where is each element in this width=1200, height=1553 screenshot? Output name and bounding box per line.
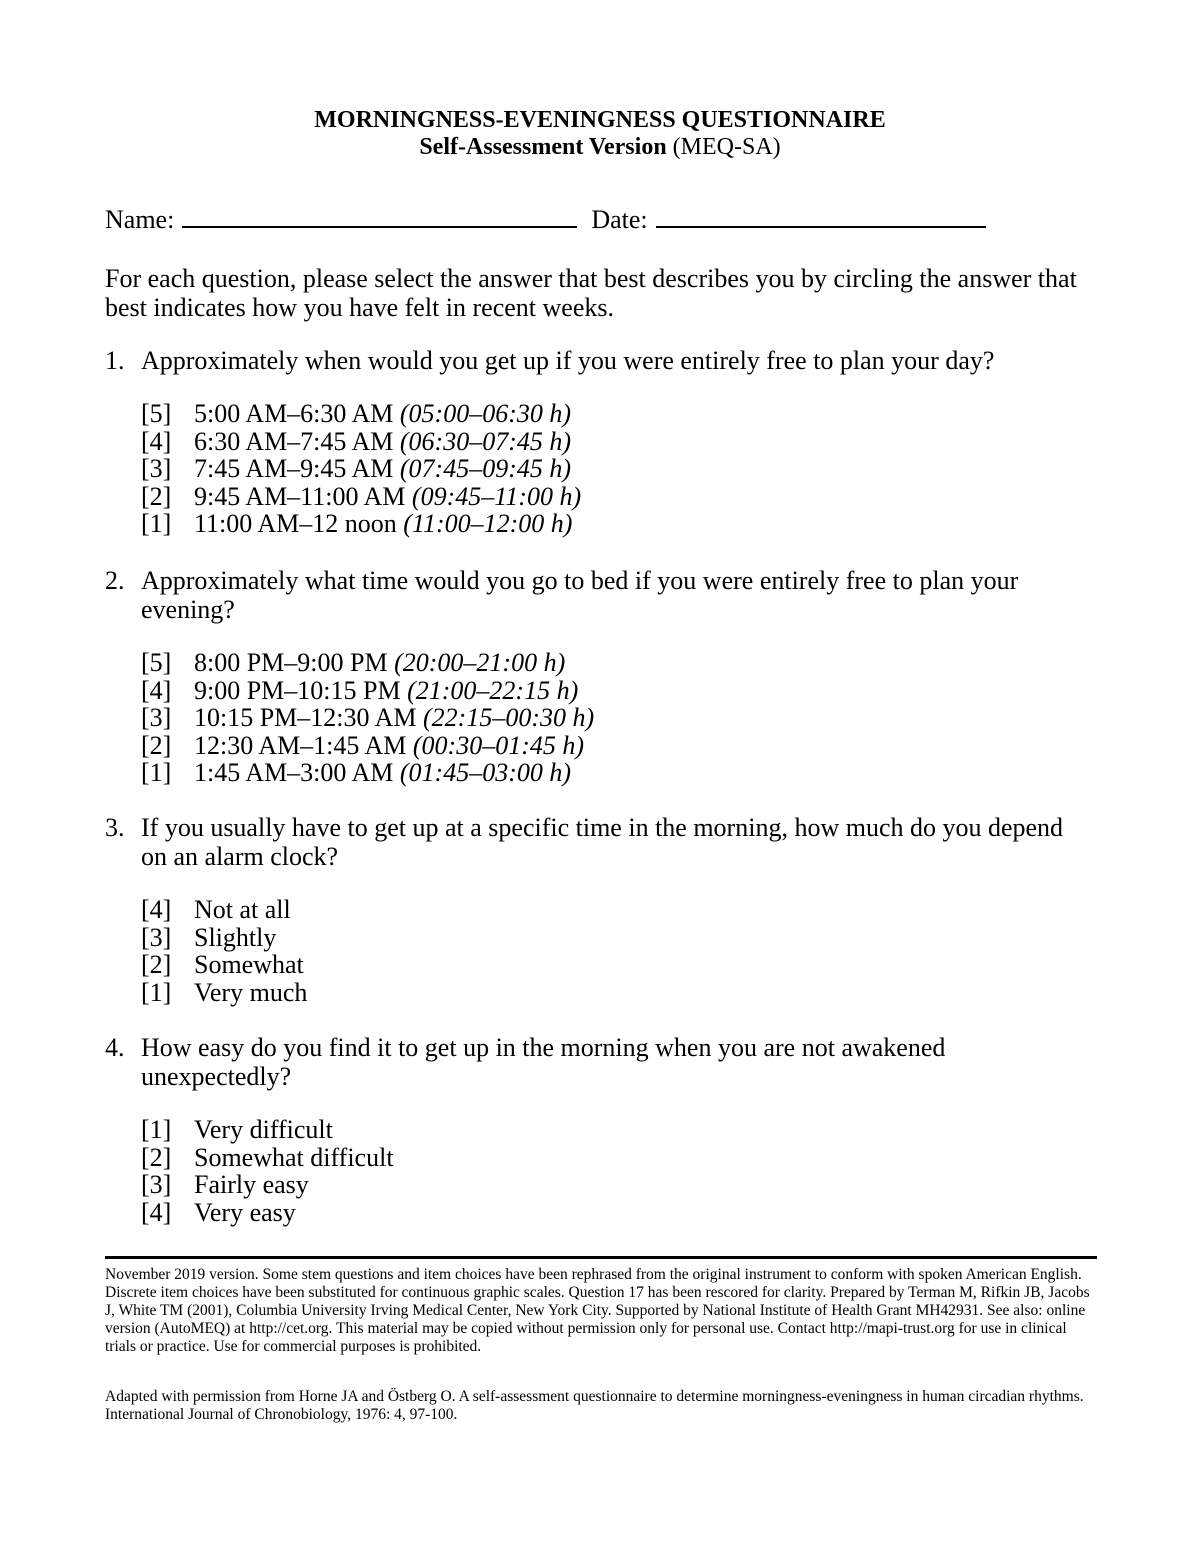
option-score: [4] [141,895,172,924]
instructions: For each question, please select the answer that best describes you by circling the answer that best indicates how you have felt in recent weeks. [105,264,1077,322]
option-label: Not at all [194,895,291,924]
option-24h-note: (21:00–22:15 h) [407,675,579,705]
option-label: 5:00 AM–6:30 AM [194,399,400,428]
question-1 [105,346,1095,538]
option-label: 6:30 AM–7:45 AM [194,426,400,456]
option-24h-note: (07:45–09:45 h) [399,454,572,483]
option-score: [5] [141,648,172,677]
answer-option[interactable] [141,455,1095,483]
option-label: Slightly [194,922,277,952]
answer-option[interactable] [141,979,1095,1007]
option-label: 10:15 PM–12:30 AM [194,703,423,732]
option-label: Somewhat [194,950,304,979]
question-3 [105,813,1095,1006]
option-label: Somewhat difficult [194,1142,394,1172]
question-text: If you usually have to get up at a specific time in the morning, how much do you depend on an alarm clock? [141,813,1064,871]
answer-option[interactable] [141,1199,1095,1227]
footer-divider [105,1256,1097,1259]
option-24h-note: (22:15–00:30 h) [423,703,595,732]
answer-option[interactable] [141,951,1095,979]
option-24h-note: (20:00–21:00 h) [394,648,566,677]
option-label: 12:30 AM–1:45 AM [194,730,413,760]
question-text: Approximately what time would you go to bed if you were entirely free to plan your evening? [141,566,1019,624]
option-score: [3] [141,922,172,952]
option-label: Very much [194,977,308,1007]
option-score: [1] [141,977,172,1007]
answer-option[interactable] [141,1116,1095,1144]
answer-option[interactable] [141,1171,1095,1199]
answer-option[interactable] [141,896,1095,924]
option-score: [4] [141,426,172,456]
question-number: 1. [105,346,125,375]
option-score: [1] [141,1115,172,1144]
answer-option[interactable] [141,510,1095,538]
option-score: [1] [141,758,172,787]
option-score: [2] [141,730,172,760]
answer-option[interactable] [141,759,1095,787]
date-field[interactable] [656,204,986,228]
option-label: 1:45 AM–3:00 AM [194,758,400,787]
option-label: Very easy [194,1197,296,1227]
option-score: [4] [141,675,172,705]
document-subtitle [0,133,1200,161]
subtitle-abbrev: (MEQ-SA) [666,134,781,160]
option-score: [2] [141,950,172,979]
name-label: Name: [105,205,175,234]
option-24h-note: (00:30–01:45 h) [412,730,585,760]
option-24h-note: (05:00–06:30 h) [399,399,572,428]
question-4 [105,1033,1095,1226]
option-24h-note: (11:00–12:00 h) [403,509,573,538]
answer-option[interactable] [141,704,1095,732]
option-score: [1] [141,509,172,538]
name-field[interactable] [182,204,577,228]
answer-options [141,896,1095,1006]
option-label: Very difficult [194,1115,333,1144]
option-24h-note: (06:30–07:45 h) [399,426,572,456]
question-number: 4. [105,1033,125,1062]
answer-option[interactable] [141,428,1095,456]
question-text: How easy do you find it to get up in the morning when you are not awakened unexpectedly? [141,1033,946,1091]
citation-footnote: Adapted with permission from Horne JA and Östberg O. A self-assessment questionnaire to determine morningness-eveningness in human circadian rhythms. International Journal of Chronobiology, 1976: 4, 97-100. [105,1388,1084,1423]
option-score: [3] [141,454,172,483]
document-title: MORNINGNESS-EVENINGNESS QUESTIONNAIRE [314,107,886,133]
option-score: [4] [141,1197,172,1227]
question-number: 2. [105,566,125,595]
option-score: [5] [141,399,172,428]
answer-option[interactable] [141,649,1095,677]
option-label: 7:45 AM–9:45 AM [194,454,400,483]
option-label: 9:45 AM–11:00 AM [194,481,412,511]
answer-options [141,400,1095,538]
answer-option[interactable] [141,677,1095,705]
answer-option[interactable] [141,924,1095,952]
subtitle-version: Self-Assessment Version [419,134,667,160]
version-footnote: November 2019 version. Some stem questions and item choices have been rephrased from the original instrument to conform with spoken American English. Discrete item choices have been substituted for continuous graphic scales. Question 17 has been rescored for clarity. Prepared by Terman M, Rifkin JB, Jacobs J, White TM (2001), Columbia University Irving Medical Center, New York City. Supported by National Institute of Health Grant MH42931. See also: online version (AutoMEQ) at http://cet.org. This material may be copied without permission only for personal use. Contact http://mapi-trust.org for use in clinical trials or practice. Use for commercial purposes is prohibited. [105,1266,1090,1355]
answer-option[interactable] [141,732,1095,760]
answer-option[interactable] [141,1144,1095,1172]
option-24h-note: (01:45–03:00 h) [399,758,572,787]
option-score: [3] [141,1170,172,1199]
option-label: 8:00 PM–9:00 PM [194,648,395,677]
option-score: [3] [141,703,172,732]
name-date-row [105,204,986,235]
option-24h-note: (09:45–11:00 h) [411,481,582,511]
option-label: Fairly easy [194,1170,309,1199]
question-text: Approximately when would you get up if you were entirely free to plan your day? [141,346,995,375]
answer-option[interactable] [141,400,1095,428]
option-score: [2] [141,481,172,511]
option-label: 9:00 PM–10:15 PM [194,675,408,705]
option-score: [2] [141,1142,172,1172]
date-label: Date: [591,205,648,234]
answer-options [141,1116,1095,1226]
answer-option[interactable] [141,483,1095,511]
option-label: 11:00 AM–12 noon [194,509,404,538]
question-2 [105,566,1095,787]
question-number: 3. [105,813,125,842]
answer-options [141,649,1095,787]
